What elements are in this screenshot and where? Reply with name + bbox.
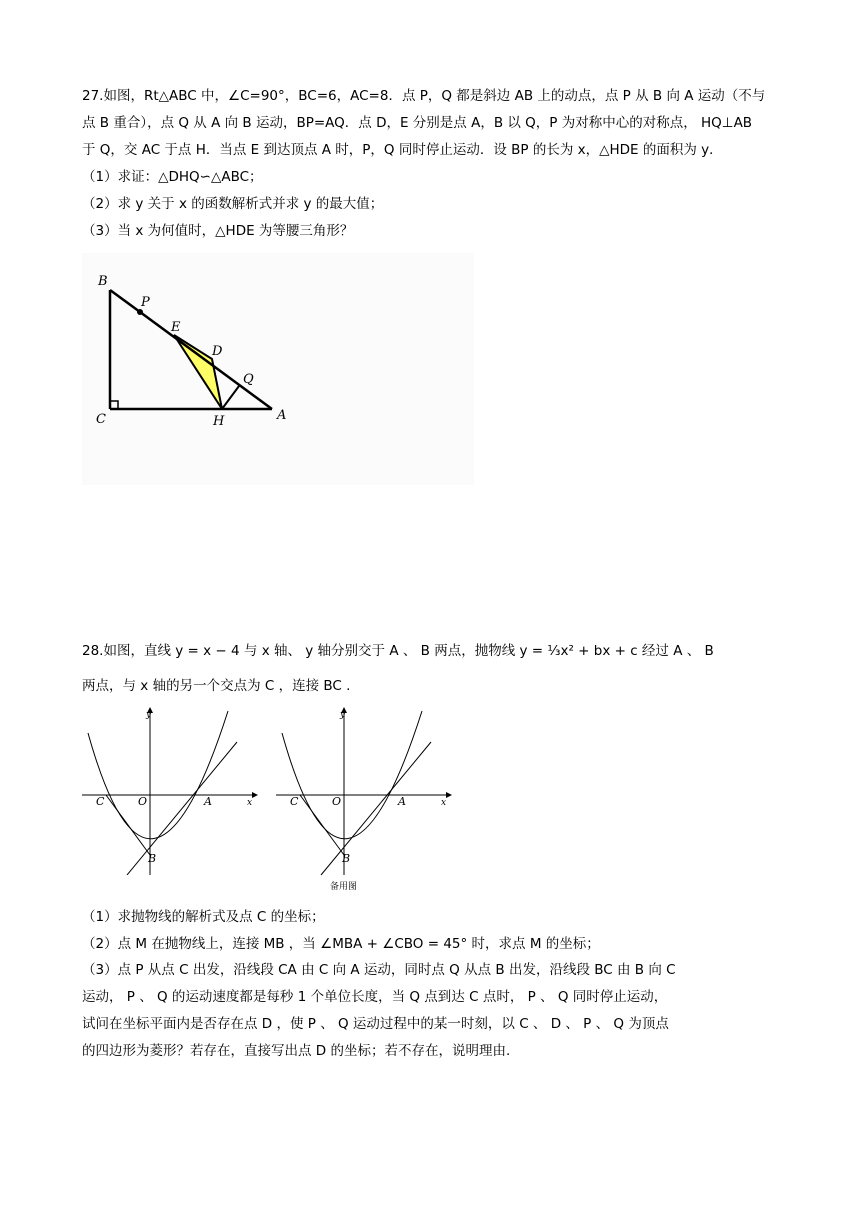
x-axis-arrow [252, 792, 258, 798]
q28-figure-left [82, 705, 262, 875]
x-axis-arrow [446, 792, 452, 798]
label-c: C [96, 795, 105, 808]
q27-part-3: （3）当 x 为何值时，△HDE 为等腰三角形？ [82, 223, 354, 239]
q27-line-3: 于 Q，交 AC 于点 H．当点 E 到达顶点 A 时，P，Q 同时停止运动．设 BP 的长为 x，△HDE 的面积为 y． [82, 142, 723, 158]
q27-part-1: （1）求证：△DHQ∽△ABC； [82, 169, 263, 185]
hypotenuse-ab [110, 290, 272, 409]
line-ab [127, 742, 237, 875]
label-o: O [332, 795, 342, 808]
label-d: D [212, 344, 223, 359]
q27-line-2: 点 B 重合），点 Q 从 A 向 B 运动，BP=AQ．点 D，E 分别是点 A，B 以 Q，P 为对称中心的对称点， HQ⊥AB [82, 115, 753, 131]
label-a: A [398, 795, 406, 808]
label-c: C [96, 412, 106, 427]
label-b: B [342, 852, 351, 865]
label-q: Q [243, 372, 254, 387]
parabola [88, 711, 228, 839]
label-y: y [146, 710, 152, 720]
segment-hq [222, 386, 239, 409]
figure-caption: 备用图 [330, 882, 358, 892]
label-e: E [171, 320, 181, 335]
q28-part-3-line-1: （3）点 P 从点 C 出发，沿线段 CA 由 C 向 A 运动，同时点 Q 从点 B 出发，沿线段 BC 由 B 向 C [82, 962, 676, 978]
label-x: x [247, 798, 253, 808]
label-h: H [213, 414, 225, 429]
q27-figure [82, 253, 474, 485]
label-o: O [138, 795, 148, 808]
q28-part-3-line-4: 的四边形为菱形？若存在，直接写出点 D 的坐标；若不存在，说明理由. [82, 1043, 511, 1059]
q28-line-2: 两点，与 x 轴的另一个交点为 C ，连接 BC . [82, 678, 351, 694]
q28-figure-left-svg [82, 705, 262, 875]
label-c: C [290, 795, 299, 808]
q27-part-2: （2）求 y 关于 x 的函数解析式并求 y 的最大值； [82, 196, 384, 212]
label-b: B [98, 274, 108, 289]
label-p: P [141, 295, 150, 310]
q28-figure-right [276, 705, 456, 895]
q27-figure-svg [82, 253, 474, 485]
q28-part-3-line-2: 运动， P 、 Q 的运动速度都是每秒 1 个单位长度，当 Q 点到达 C 点时， P 、 Q 同时停止运动， [82, 989, 668, 1005]
parabola [282, 711, 422, 839]
label-x: x [441, 798, 447, 808]
label-y: y [340, 710, 346, 720]
q28-part-1: （1）求抛物线的解析式及点 C 的坐标； [82, 909, 325, 925]
label-a: A [277, 408, 287, 423]
q28-part-3-line-3: 试问在坐标平面内是否存在点 D ，使 P 、 Q 运动过程中的某一时刻，以 C 、 D 、 P 、 Q 为顶点 [82, 1016, 669, 1032]
q28-part-2: （2）点 M 在抛物线上，连接 MB ，当 ∠MBA + ∠CBO = 45° 时，求点 M 的坐标； [82, 936, 600, 952]
q28-figure-right-svg [276, 705, 456, 895]
q27-line-1: 27.如图，Rt△ABC 中，∠C=90°，BC=6，AC=8．点 P，Q 都是斜边 AB 上的动点，点 P 从 B 向 A 运动（不与 [82, 88, 766, 104]
q28-line-1: 28.如图，直线 y = x − 4 与 x 轴、 y 轴分别交于 A 、 B 两点，抛物线 y = ⅓x² + bx + c 经过 A 、 B [82, 643, 714, 659]
label-a: A [204, 795, 212, 808]
label-b: B [148, 852, 157, 865]
line-ab [321, 742, 431, 875]
